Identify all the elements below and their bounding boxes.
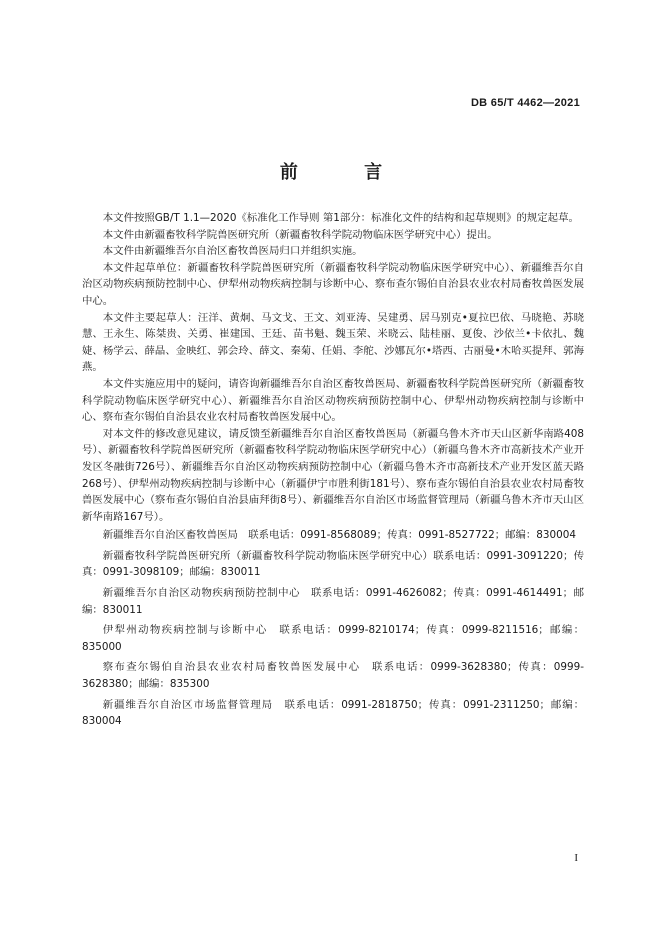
document-body (82, 210, 584, 734)
contact-item: 新疆畜牧科学院兽医研究所（新疆畜牧科学院动物临床医学研究中心）联系电话：0991-3091220；传真：0991-3098109；邮编：830011 (82, 549, 584, 579)
paragraph: 本文件由新疆畜牧科学院兽医研究所（新疆畜牧科学院动物临床医学研究中心）提出。 (102, 228, 498, 241)
contact-item: 新疆维吾尔自治区市场监督管理局 联系电话：0991-2818750；传真：0991-2311250；邮编：830004 (82, 698, 584, 728)
contact-item: 伊犁州动物疾病控制与诊断中心 联系电话：0999-8210174；传真：0999-8211516；邮编：835000 (82, 624, 584, 653)
contact-item: 察布查尔锡伯自治县农业农村局畜牧兽医发展中心 联系电话：0999-3628380；传真：0999-3628380；邮编：835300 (82, 661, 584, 691)
paragraph: 本文件由新疆维吾尔自治区畜牧兽医局归口并组织实施。 (102, 245, 363, 258)
paragraph: 本文件主要起草人：汪洋、黄炯、马文戈、王文、刘亚涛、吴建勇、居马别克•夏拉巴依、马晓艳、苏晓慧、王永生、陈桀贵、关勇、崔建国、王廷、苗书魁、魏玉荣、米晓云、陆桂丽、夏俊、沙依兰•卡依扎、魏婕、杨学云、薛晶、金映红、郭会玲、薛文、秦菊、任娟、李舵、沙娜瓦尔•塔西、古丽曼•木哈买提拜、郭海燕。 (82, 311, 584, 374)
page-number: I (574, 852, 578, 864)
paragraph: 本文件按照GB/T 1.1—2020《标准化工作导则 第1部分：标准化文件的结构和起草规则》的规定起草。 (102, 212, 579, 224)
contact-item: 新疆维吾尔自治区畜牧兽医局 联系电话：0991-8568089；传真：0991-8527722；邮编：830004 (102, 529, 576, 542)
standard-number: DB 65/T 4462—2021 (470, 97, 580, 109)
page-title: 前 言 (279, 162, 413, 183)
paragraph: 本文件实施应用中的疑问，请咨询新疆维吾尔自治区畜牧兽医局、新疆畜牧科学院兽医研究所（新疆畜牧科学院动物临床医学研究中心）、新疆维吾尔自治区动物疾病预防控制中心、伊犁州动物疾病控制与诊断中心、察布查尔锡伯自治县农业农村局畜牧兽医发展中心。 (82, 377, 584, 424)
paragraph: 对本文件的修改意见建议，请反馈至新疆维吾尔自治区畜牧兽医局（新疆乌鲁木齐市天山区新华南路408号）、新疆畜牧科学院兽医研究所（新疆畜牧科学院动物临床医学研究中心）（新疆乌鲁木齐市高新技术产业开发区冬融街726号）、新疆维吾尔自治区动物疾病预防控制中心（新疆乌鲁木齐市高新技术产业开发区蓝天路268号）、伊犁州动物疾病控制与诊断中心（新疆伊宁市胜利街181号）、察布查尔锡伯自治县农业农村局畜牧兽医发展中心（察布查尔锡伯自治县庙拜街8号）、新疆维吾尔自治区市场监督管理局（新疆乌鲁木齐市天山区新华南路167号）。 (82, 427, 584, 523)
paragraph: 本文件起草单位：新疆畜牧科学院兽医研究所（新疆畜牧科学院动物临床医学研究中心）、新疆维吾尔自治区动物疾病预防控制中心、伊犁州动物疾病控制与诊断中心、察布查尔锡伯自治县农业农村局畜牧兽医发展中心。 (82, 261, 584, 307)
contact-item: 新疆维吾尔自治区动物疾病预防控制中心 联系电话：0991-4626082；传真：0991-4614491；邮编：830011 (82, 587, 584, 616)
contact-list (82, 527, 584, 730)
